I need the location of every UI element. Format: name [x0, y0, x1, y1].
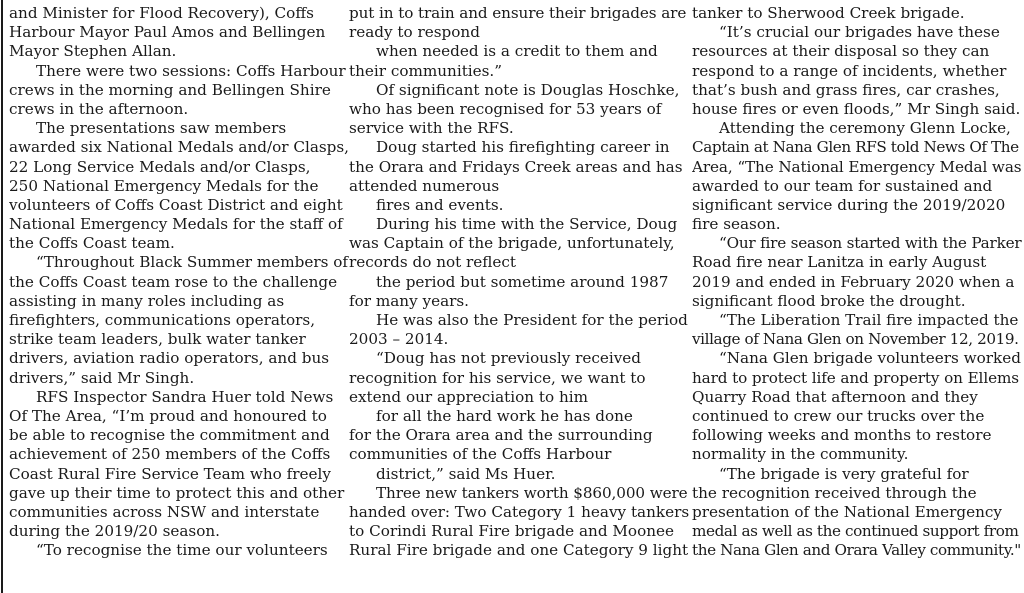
- text-line: “Throughout Black Summer members of: [36, 253, 349, 272]
- text-line: continued to crew our trucks over the: [692, 406, 985, 425]
- text-line: communities across NSW and interstate: [9, 502, 320, 521]
- text-line: the Coffs Coast team rose to the challenge: [9, 272, 338, 291]
- text-line: extend our appreciation to him: [349, 387, 588, 406]
- text-line: for all the hard work he has done: [376, 406, 633, 425]
- text-line: be able to recognise the commitment and: [9, 426, 330, 445]
- text-line: drivers, aviation radio operators, and bus: [9, 349, 330, 368]
- text-line: “Nana Glen brigade volunteers worked: [719, 349, 1021, 368]
- text-line: achievement of 250 members of the Coffs: [9, 445, 331, 464]
- text-line: the recognition received through the: [692, 483, 977, 502]
- text-line: Three new tankers worth $860,000 were: [376, 483, 688, 502]
- text-line: following weeks and months to restore: [692, 426, 992, 445]
- text-line: Doug started his firefighting career in: [376, 138, 670, 157]
- text-line: respond to a range of incidents, whether: [692, 61, 1007, 80]
- text-line: presentation of the National Emergency: [692, 502, 1002, 521]
- text-line: and Minister for Flood Recovery), Coffs: [9, 4, 314, 22]
- text-line: medal as well as the continued support from: [692, 522, 1019, 541]
- text-line: “Our fire season started with the Parker: [719, 234, 1022, 253]
- text-line: Quarry Road that afternoon and they: [692, 387, 978, 406]
- article-column-1: [9, 4, 349, 593]
- text-line: “To recognise the time our volunteers: [36, 541, 328, 560]
- text-line: 250 National Emergency Medals for the: [9, 176, 319, 195]
- text-line: the Orara and Fridays Creek areas and has: [349, 157, 683, 176]
- text-line: for many years.: [349, 291, 470, 310]
- text-line: gave up their time to protect this and other: [9, 483, 345, 502]
- article-column-2: [349, 4, 689, 593]
- text-line: service with the RFS.: [349, 119, 514, 138]
- text-line: assisting in many roles including as: [9, 291, 285, 310]
- left-column-rule: [1, 0, 3, 593]
- text-line: “The Liberation Trail fire impacted the: [719, 311, 1019, 329]
- text-line: hard to protect life and property on Ellems: [692, 368, 1019, 387]
- text-line: National Emergency Medals for the staff of: [9, 215, 343, 234]
- text-line: strike team leaders, bulk water tanker: [9, 330, 306, 349]
- text-line: 22 Long Service Medals and/or Clasps,: [9, 157, 311, 176]
- text-line: crews in the morning and Bellingen Shire: [9, 80, 331, 99]
- text-line: Captain at Nana Glen RFS told News Of The: [692, 138, 1019, 157]
- text-line: firefighters, communications operators,: [9, 311, 316, 329]
- text-line: “The brigade is very grateful for: [719, 464, 969, 483]
- text-line: the Nana Glen and Orara Valley community.": [692, 541, 1021, 560]
- text-line: 2019 and ended in February 2020 when a: [692, 272, 1015, 291]
- text-line: Of significant note is Douglas Hoschke,: [376, 80, 680, 99]
- text-line: ready to respond: [349, 23, 480, 42]
- text-line: for the Orara area and the surrounding: [349, 426, 653, 445]
- text-line: resources at their disposal so they can: [692, 42, 990, 61]
- text-line: He was also the President for the period: [376, 311, 688, 329]
- text-line: Harbour Mayor Paul Amos and Bellingen: [9, 23, 326, 42]
- text-line: During his time with the Service, Doug: [376, 215, 678, 234]
- text-line: “It’s crucial our brigades have these: [719, 23, 1000, 42]
- text-line: Road fire near Lanitza in early August: [692, 253, 987, 272]
- text-line: district,” said Ms Huer.: [376, 464, 556, 483]
- text-line: awarded to our team for sustained and: [692, 176, 993, 195]
- text-line: was Captain of the brigade, unfortunately,: [349, 234, 675, 253]
- text-line: The presentations saw members: [36, 119, 287, 138]
- text-line: village of Nana Glen on November 12, 2019.: [692, 330, 1019, 349]
- text-line: house fires or even floods,” Mr Singh said.: [692, 99, 1021, 118]
- text-line: handed over: Two Category 1 heavy tankers: [349, 502, 689, 521]
- text-line: the period but sometime around 1987: [376, 272, 669, 291]
- text-line: There were two sessions: Coffs Harbour: [36, 61, 346, 80]
- text-line: put in to train and ensure their brigades are: [349, 4, 687, 22]
- text-line: significant service during the 2019/2020: [692, 195, 1006, 214]
- text-line: 2003 – 2014.: [349, 330, 449, 349]
- text-line: to Corindi Rural Fire brigade and Moonee: [349, 522, 674, 541]
- text-line: communities of the Coffs Harbour: [349, 445, 612, 464]
- text-line: fire season.: [692, 215, 781, 234]
- text-line: Area, “The National Emergency Medal was: [692, 157, 1022, 176]
- text-line: “Doug has not previously received: [376, 349, 642, 368]
- text-line: Of The Area, “I’m proud and honoured to: [9, 406, 327, 425]
- text-line: Mayor Stephen Allan.: [9, 42, 177, 61]
- text-line: drivers,” said Mr Singh.: [9, 368, 195, 387]
- text-line: fires and events.: [376, 195, 504, 214]
- text-line: the Coffs Coast team.: [9, 234, 175, 253]
- text-line: RFS Inspector Sandra Huer told News: [36, 387, 334, 406]
- text-line: Attending the ceremony Glenn Locke,: [719, 119, 1011, 138]
- text-line: volunteers of Coffs Coast District and eight: [9, 195, 343, 214]
- text-line: their communities.”: [349, 61, 503, 80]
- article-column-3: [692, 4, 1022, 593]
- text-line: normality in the community.: [692, 445, 909, 464]
- text-line: who has been recognised for 53 years of: [349, 99, 662, 118]
- text-line: Coast Rural Fire Service Team who freely: [9, 464, 331, 483]
- text-line: significant flood broke the drought.: [692, 291, 966, 310]
- text-line: when needed is a credit to them and: [376, 42, 658, 61]
- text-line: recognition for his service, we want to: [349, 368, 646, 387]
- text-line: that’s bush and grass fires, car crashes,: [692, 80, 1000, 99]
- text-line: attended numerous: [349, 176, 500, 195]
- text-line: awarded six National Medals and/or Clasps,: [9, 138, 349, 157]
- text-line: Rural Fire brigade and one Category 9 light: [349, 541, 689, 560]
- text-line: crews in the afternoon.: [9, 99, 189, 118]
- text-line: tanker to Sherwood Creek brigade.: [692, 4, 965, 22]
- text-line: during the 2019/20 season.: [9, 522, 220, 541]
- text-line: records do not reflect: [349, 253, 517, 272]
